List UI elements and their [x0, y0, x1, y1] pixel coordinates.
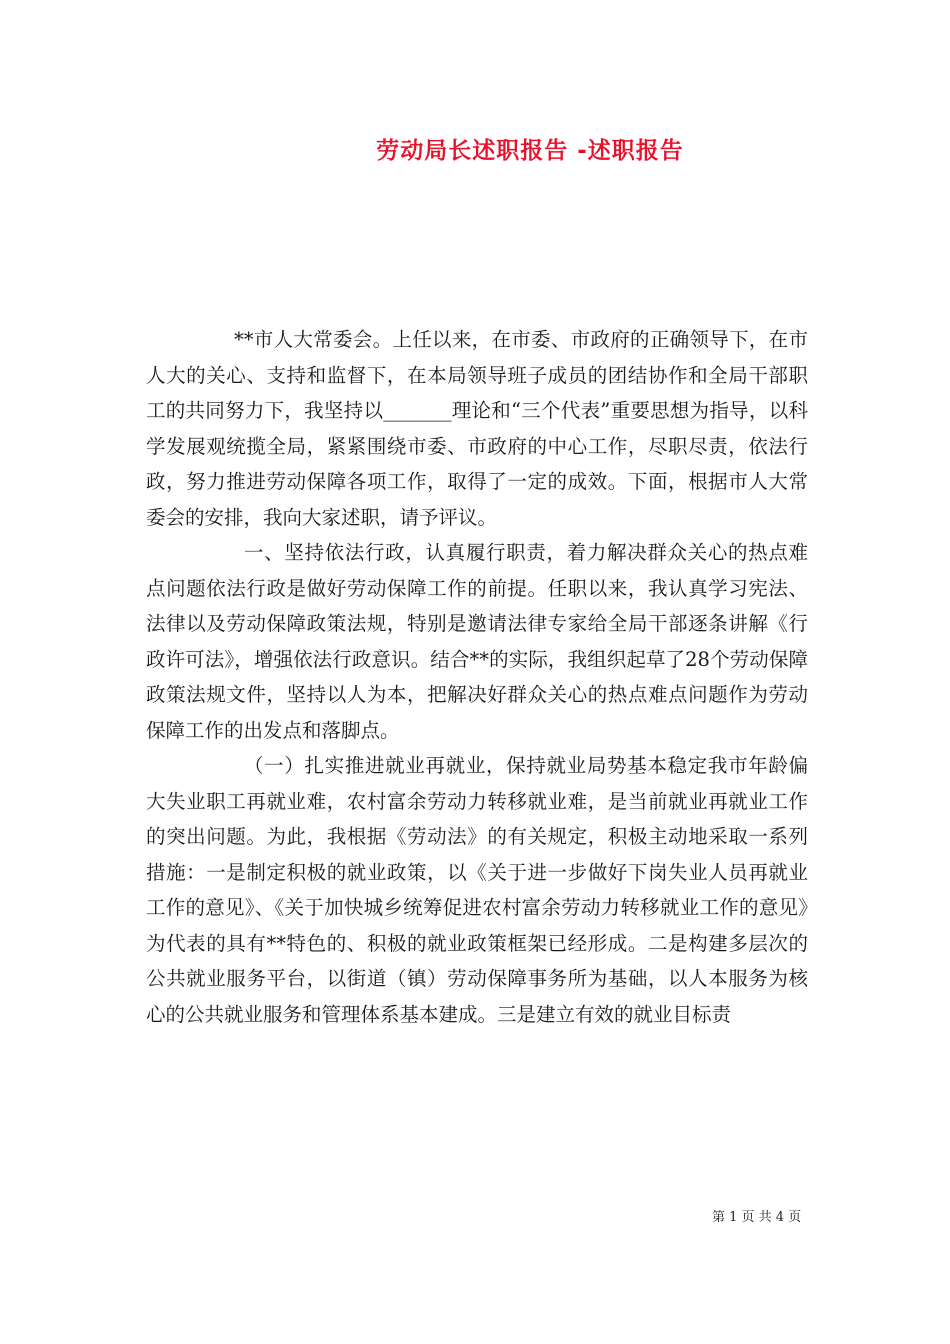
paragraph-subsection-one: （一）扎实推进就业再就业，保持就业局势基本稳定我市年龄偏大失业职工再就业难，农村富余劳动力转移就业难，是当前就业再就业工作的突出问题。为此，我根据《劳动法》的有关规定，积极主动地采取一系列措施：一是制定积极的就业政策，以《关于进一步做好下岗失业人员再就业工作的意见》、《关于加快城乡统筹促进农村富余劳动力转移就业工作的意见》为代表的具有**特色的、积极的就业政策框架已经形成。二是构建多层次的公共就业服务平台，以街道（镇）劳动保障事务所为基础，以人本服务为核心的公共就业服务和管理体系基本建成。三是建立有效的就业目标责: [146, 754, 808, 1026]
document-body: [146, 322, 808, 1032]
paragraph-intro: **市人大常委会。上任以来，在市委、市政府的正确领导下，在市人大的关心、支持和监督下，在本局领导班子成员的团结协作和全局干部职工的共同努力下，我坚持以_______理论和“三个代表”重要思想为指导，以科学发展观统揽全局，紧紧围绕市委、市政府的中心工作，尽职尽责，依法行政，努力推进劳动保障各项工作，取得了一定的成效。下面，根据市人大常委会的安排，我向大家述职，请予评议。: [146, 328, 808, 529]
paragraph-section-one: 一、坚持依法行政，认真履行职责，着力解决群众关心的热点难点问题依法行政是做好劳动保障工作的前提。任职以来，我认真学习宪法、法律以及劳动保障政策法规，特别是邀请法律专家给全局干部逐条讲解《行政许可法》，增强依法行政意识。结合**的实际，我组织起草了28个劳动保障政策法规文件，坚持以人为本，把解决好群众关心的热点难点问题作为劳动保障工作的出发点和落脚点。: [146, 541, 808, 742]
page-number-footer: 第 1 页 共 4 页: [712, 1210, 802, 1225]
document-title: 劳动局长述职报告 -述职报告: [376, 138, 684, 164]
